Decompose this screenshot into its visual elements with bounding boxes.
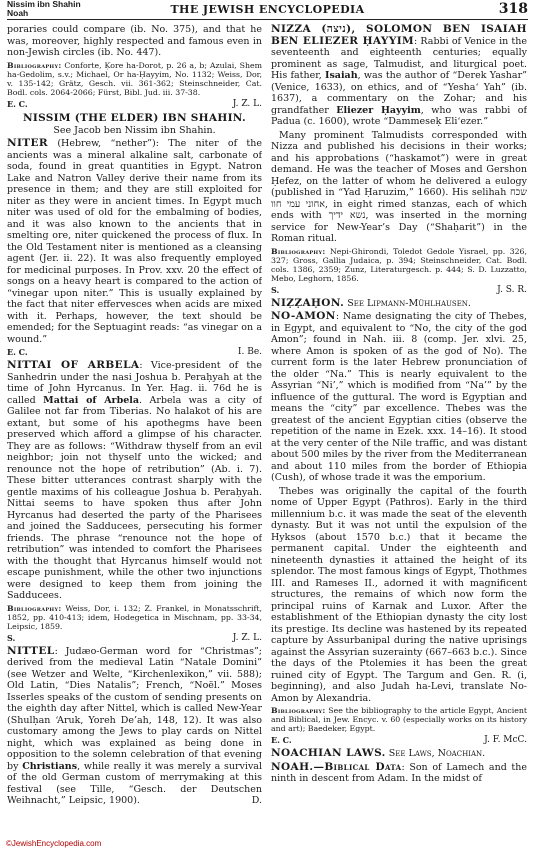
- entry-nittel: [7, 646, 262, 807]
- cross-reference[interactable]: See Laws, Noachian.: [385, 748, 486, 759]
- left-column: [7, 24, 262, 842]
- cross-link[interactable]: Mattai of Arbela: [43, 394, 140, 406]
- running-head-first: Nissim ibn Shahin: [7, 0, 81, 9]
- page-header: [7, 0, 528, 20]
- entry-text: , while really it was merely a survival of the old German custom of merrymaking at this festival (see Tille, “Gesch. der Deutschen Weihnacht,” Leipsic, 1900).: [7, 760, 262, 806]
- entry-text: : Rabbi of Venice in the seventeenth and eighteenth centuries; equally prominent as sage, Talmudist, and liturgical poet. His father,: [271, 35, 527, 81]
- signature: [271, 285, 527, 296]
- entry-text: . Arbela was a city of Galilee not far from Tiberias. No halakot of his are extant, but some of his apothegms have been preserved which afford a glimpse of his character. They are as follows: “Withdraw thyself from an evil neighbor; join not thyself unto the wicked; and renounce not the hope of retribution” (Ab. i. 7). These bitter utterances contrast sharply with the gentle maxims of his colleague Joshua b. Peraḥyah. Nittai seems to have spoken thus after John Hyrcanus had deserted the party of the Pharisees and joined the Sadducees, persecuting his former friends. The phrase “renounce not the hope of retribution” was intended to comfort the Pharisees with the thought that Hyrcanus himself would not escape punishment, while the other two injunctions were designed to keep them from joining the Sadducees.: [7, 394, 262, 601]
- entry-text: , was the author of “Derek Yashar” (Venice, 1633), on ethics, and of “Yesha‘ Yah” (ib. 1637), a commentary on the Zohar; and his grandfather: [271, 70, 527, 116]
- bibliography: [271, 706, 527, 733]
- signature-initials: E. C.: [271, 735, 292, 745]
- bibliography-text: Weiss, Dor, i. 132; Z. Frankel, in Monatsschrift, 1852, pp. 410-413; idem, Hodegetica in Mischnam, pp. 33-34, Leipsic, 1859.: [7, 603, 262, 631]
- signature-author: J. F. McC.: [484, 735, 527, 745]
- bibliography-text: Nepi-Ghirondi, Toledot Gedole Yisrael, pp. 326, 327; Gross, Gallia Judaica, p. 394; Steinschneider, Cat. Bodl. cols. 1386, 2359; Zunz, Literaturgesch. p. 444; S. D. Luzzatto, Mebo, Leghorn, 1856.: [271, 246, 527, 283]
- entry-text: : Name designating the city of Thebes, in Egypt, and equivalent to “No, the city of the god Amon”; found in Nah. iii. 8 (comp. Jer. xlvi. 25, where Amon is spoken of as the god of No). The current form is the later Hebrew pronunciation of the older “Na.” This is nearly equivalent to the Assyrian “Ni’,” which is modified from “Na’” by the influence of the guttural. The word is Egyptian and means the “city” par excellence. Thebes was the greatest of the ancient Egyptian cities (observe the repetition of the name in Ezek. xxx. 14–16). It stood at the very center of the Nile traffic, and was distant about 500 miles by the river from the Mediterranean and about 110 miles from the border of Ethiopia (Cush), of whose trade it was the emporium.: [271, 311, 527, 483]
- signature: [7, 347, 262, 358]
- entry-text: : Judæo-German word for “Christmas”; derived from the medieval Latin “Natale Domini” (see Wetzer and Welte, “Kirchenlexikon,” vii. 588); Old Latin, “Dies Natalis”; French, “Noël.” Moses Isserles speaks of the custom of sending presents on the eighth day after Nittel, which is called New-Year (Shulḥan ‘Aruk, Yoreh De’ah, 148, 12). It was also customary among the Jews to play cards on Nittel night, which was explained as being done in opposition to the solemn celebration of that evening by: [7, 645, 262, 772]
- entry-text: : Son of Lamech and the ninth in descent from Adam. In the midst of: [271, 761, 527, 784]
- cross-reference: See Jacob ben Nissim ibn Shahin.: [53, 124, 216, 136]
- cross-link[interactable]: Eliezer Ḥayyim: [336, 104, 421, 116]
- running-head-last: Noah: [7, 8, 29, 18]
- signature-initials: E. C.: [7, 98, 28, 109]
- signature-author: J. S. R.: [497, 284, 527, 295]
- signature: [271, 735, 527, 746]
- signature-author: J. Z. L.: [232, 632, 262, 643]
- cross-reference[interactable]: See Lipmann-Mühlhausen.: [344, 297, 471, 309]
- bibliography: [7, 604, 262, 631]
- entry-title: NOACHIAN LAWS.: [271, 747, 386, 759]
- entry-text: , who was rabbi of Padua (c. 1600), wrote “Dammeseḳ Eli‘ezer.”: [271, 104, 527, 127]
- right-column: [271, 24, 527, 842]
- entry-heading: NISSIM (THE ELDER) IBN SHAHIN.: [23, 111, 246, 124]
- entry-nizzahon: [271, 298, 527, 310]
- signature-author: I. Be.: [237, 347, 262, 357]
- bibliography-label: Bibliography:: [7, 60, 62, 70]
- entry-title: NIZZA (ניצה), SOLOMON BEN ISAIAH BEN ELIEZER ḤAYYIM: [271, 24, 527, 47]
- signature-author: J. Z. L.: [232, 98, 262, 109]
- entry-noah: [271, 762, 527, 785]
- signature-initials: E. C.: [7, 347, 28, 357]
- article-text: Thebes was originally the capital of the fourth nome of Upper Egypt (Pathros). Early in the third millennium b.c. it was made the seat of the eleventh dynasty. But it was not until the expulsion of the Hyksos (about 1570 b.c.) that it became the permanent capital. Under the eighteenth and nineteenth dynasties it attained the height of its splendor. The most famous kings of Egypt, Thothmes III. and Rameses II., adorned it with magnificent structures, the remains of which now form the principal ruins of Karnak and Luxor. After the establishment of the Ethiopian dynasty the city lost its prestige. Its decline was hastened by its repeated capture by Assurbanipal during the native uprisings against the Assyrian suzerainty (667–663 b.c.). Since the days of the Ptolemies it has been the great ruined city of Egypt. The Targum and Gen. R. (i, beginning), and also Judah ha-Levi, translate No-Amon by Alexandria.: [271, 485, 527, 704]
- page-number: 318: [498, 1, 528, 17]
- entry-text: : Vice-president of the Sanhedrin under the nasi Joshua b. Peraḥyah at the time of John Hyrcanus. In Yer. Ḥag. ii. 76d he is called: [7, 360, 262, 406]
- entry-title: NITTEL: [7, 644, 55, 657]
- signature-initials: S.: [7, 632, 16, 643]
- entry-no-amon: [271, 311, 527, 484]
- entry-title: NITTAI OF ARBELA: [7, 359, 140, 371]
- entry-title: NOAH.—Biblical Data: [271, 760, 402, 773]
- cross-link[interactable]: Christians: [22, 760, 78, 772]
- cross-link[interactable]: Isaiah: [325, 70, 358, 81]
- bibliography-text: See the bibliography to the article Egypt, Ancient and Biblical, in Jew. Encyc. v. 60 (especially works on its history and art); Baedeker, Egypt.: [271, 706, 527, 733]
- journal-title: THE JEWISH ENCYCLOPEDIA: [170, 3, 365, 16]
- entry-title: NO-AMON: [271, 310, 336, 322]
- entry-noachian-laws: [271, 748, 527, 760]
- entry-nittai: [7, 360, 262, 602]
- bibliography-label: Bibliography:: [271, 706, 326, 715]
- signature: [7, 99, 262, 110]
- signature-author: D.: [251, 795, 262, 806]
- article-text: poraries could compare (ib. No. 375), and that he was, moreover, highly respected and famous even in non-Jewish circles (ib. No. 447).: [7, 24, 262, 58]
- article-text: Many prominent Talmudists corresponded with Nizza and published his decisions in their works; and his approbations (“haskamot”) were in great demand. He was the teacher of Moses and Gershon Ḥefez, on the latter of whom he delivered a eulogy (published in “Yad Ḥaruzim,” 1660). His selihah שכח אחוני עמי חוו, in eight rimed stanzas, each of which ends with נשא ידיך, was inserted in the morning service for New-Year’s Day (“Shaḥarit”) in the Roman ritual.: [271, 129, 527, 244]
- bibliography-label: Bibliography:: [7, 603, 62, 613]
- signature-initials: S.: [271, 284, 280, 295]
- signature: [7, 633, 262, 644]
- bibliography-label: Bibliography:: [271, 246, 326, 256]
- bibliography: [271, 247, 527, 283]
- entry-title: NIẒẒAḤON.: [271, 296, 345, 309]
- entry-text: (Hebrew, “nether”): The niter of the ancients was a mineral alkaline salt, carbonate of soda, found in great quantities in Egypt. Natron Lake and Natron Valley derive their name from its presence in them; and they are still exploited for niter as they were in ancient times. In Egypt much niter was used of old for the embalming of bodies, and it was also known to the ancients that in smelting ore, niter quickened the process of flux. In the Old Testament niter is mentioned as a cleansing agent (Jer. ii. 22). It was also frequently employed for medicinal purposes. In Prov. xxv. 20 the effect of songs on a heavy heart is compared to the action of “vinegar upon niter.” This is usually explained by the fact that niter effervesces when acids are mixed with it. Perhaps, however, the text should be emended; for the Septuagint reads: “as vinegar on a wound.”: [7, 138, 262, 345]
- entry-niter: [7, 138, 262, 345]
- site-watermark[interactable]: ©JewishEncyclopedia.com: [6, 839, 102, 848]
- bibliography-text: Conforte, Ḳore ha-Dorot, p. 26 a, b; Azulai, Shem ha-Gedolim, s.v.; Michael, Or ha-Ḥayyim, No. 1132; Weiss, Dor, v. 135-142; Grätz, Gesch. vii. 361-362; Steinschneider, Cat. Bodl. cols. 2064-2066; Fürst, Bibl. Jud. iii. 37-38.: [7, 60, 262, 97]
- entry-title: NITER: [7, 137, 49, 149]
- bibliography: [7, 61, 262, 97]
- entry-nizza: [271, 24, 527, 128]
